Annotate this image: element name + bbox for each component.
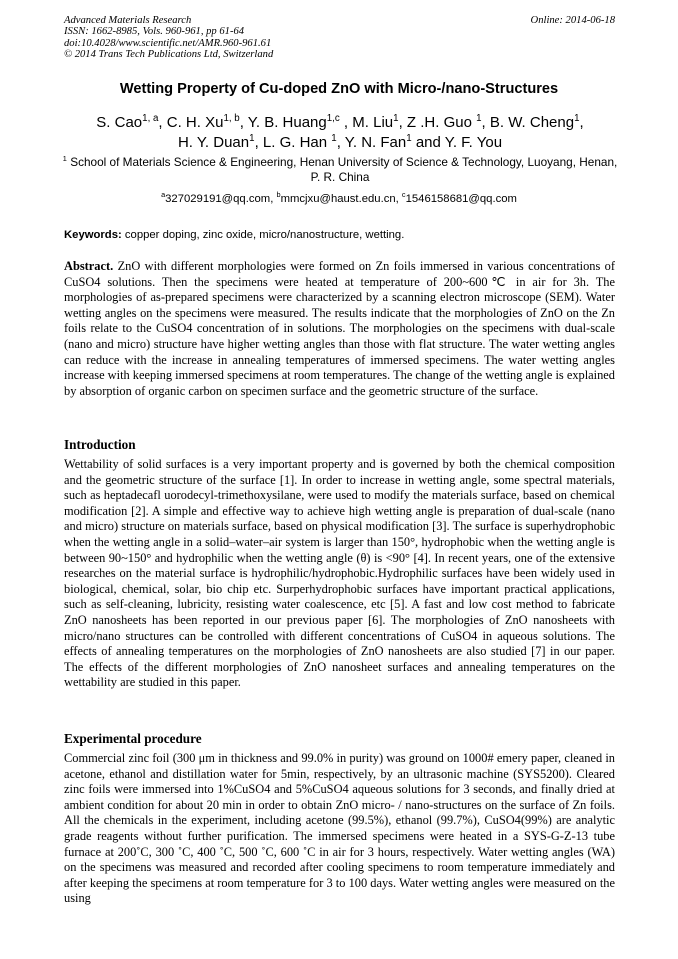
- author-separator: ,: [398, 114, 407, 131]
- keywords: [64, 229, 616, 241]
- author-emails: [0, 190, 678, 205]
- keywords-text: copper doping, zinc oxide, micro/nanostructure, wetting.: [121, 229, 405, 241]
- author-affiliation-marker: 1: [331, 132, 337, 144]
- affiliation-marker: 1: [62, 154, 67, 164]
- author-line-1: [60, 113, 620, 133]
- author-separator: and Y. F. You: [411, 133, 503, 151]
- author-affiliation-marker: 1, b: [223, 113, 240, 124]
- author-line-2: [60, 133, 620, 153]
- email-address[interactable]: mmcjxu@haust.edu.cn,: [280, 193, 402, 205]
- experimental-text: Commercial zinc foil (300 μm in thickness and 99.0% in purity) was ground on 1000# emery paper, cleaned in acetone, ethanol and distillation water for 5min, respectively, by an ultrasonic machine (SYS5200). Cleared zinc foils were immersed into 1%CuSO4 and 5%CuSO4 aqueous solutions for 3 seconds, and finally dried at ambient condition for about 20 min in order to obtain ZnO micro- / nano-structures on the surface of Zn foils. All the chemicals in the experiment, including acetone (99.5%), ethanol (99.7%), CuSO4(99%) are analytic grade reagents without further purification. The immersed specimens were heated in a SYS-G-Z-13 tube furnace at 200˚C, 300 ˚C, 400 ˚C, 500 ˚C, 600 ˚C in air for 3 hours, respectively. Water wetting angles (WA) on the specimens was measured and recorded after cooling specimens to room temperature immediately and after keeping the specimens at room temperature for 3 to 100 days. Water wetting angles were measured on the using: [64, 751, 615, 906]
- section-heading-experimental: Experimental procedure: [64, 731, 202, 746]
- author-name: Y. B. Huang: [247, 114, 327, 131]
- author-list: [60, 113, 620, 152]
- abstract-text: ZnO with different morphologies were formed on Zn foils immersed in various concentrations of CuSO4 solutions. Then the specimens were heated at temperature of 200~600℃ in air for 3h. The morphologies of as-prepared specimens were characterized by a scanning electron microscope (SEM). Water wetting angles on the specimens were measured. The results indicate that the morphologies of ZnO on the Zn foils relate to the CuSO4 concentration of in solutions. The morphologies on the specimens with dual-scale (nano and micro) structure have higher wetting angles than those with flat structure. The water wetting angles can reduce with the increase in annealing temperatures of immersed specimens. The water wetting angles increase with keeping immersed specimens at room temperatures. The change of the wetting angle is explained by absorption of organic carbon on specimen surface and the geometric structure of the surface.: [64, 259, 615, 398]
- author-affiliation-marker: 1: [406, 132, 412, 144]
- email-address[interactable]: 1546158681@qq.com: [405, 193, 517, 205]
- author-name: M. Liu: [352, 114, 394, 131]
- author-affiliation-marker: 1: [574, 113, 580, 124]
- author-separator: ,: [254, 133, 263, 151]
- email-address[interactable]: 327029191@qq.com,: [165, 193, 277, 205]
- author-separator: ,: [579, 114, 584, 131]
- email-marker: a: [161, 190, 166, 200]
- author-affiliation-marker: 1,c: [326, 113, 340, 124]
- author-name: C. H. Xu: [166, 114, 224, 131]
- journal-doi: doi:10.4028/www.scientific.net/AMR.960-961.61: [64, 37, 272, 49]
- author-name: Y. N. Fan: [344, 133, 407, 151]
- introduction-text: Wettability of solid surfaces is a very important property and is governed by both the chemical composition and the geometric structure of the surface [1]. In order to increase in wetting angle, some spectral materials, such as heptadecafl uorodecyl-trimethoxysilane, were used to modify the materials surface, based on chemical modification [2]. A simple and effective way to achieve high wetting angle is preparation of dual-scale (nano and micro) structure on materials surface, based on physical modification [3]. The surface is superhydrophobic when the wetting angle in a solid–water–air system is larger than 150°, hydrophobic when the wetting angle is between 90~150° and hydrophilic when the wetting angle (θ) is <90° [4]. In recent years, one of the extensive researches on the material surface is hydrophilic/hydrophobic.Hydrophilic surfaces have been widely used in biological, chemical, solar, bio chip etc. Surperhydrophobic surfaces have important practical applications, such as self-cleaning, lubricity, resisting water coalescence, etc [5]. A fast and low cost method to fabricate ZnO nanosheets has been reported in our previous paper [6]. The morphologies of ZnO nanosheets with micro/nano structures can be controlled with different concentrations of CuSO4 in aqueous solutions. The effects of annealing temperatures on the morphologies of ZnO nanosheets are also studied [7] in our paper. The effects of the different morphologies of ZnO nanosheet surfaces and annealing temperatures on the wettability are studied in this paper.: [64, 457, 615, 690]
- author-name: Z .H. Guo: [406, 114, 477, 131]
- keywords-label: Keywords:: [64, 229, 122, 241]
- abstract-label: Abstract.: [64, 259, 114, 273]
- author-separator: ,: [158, 114, 167, 131]
- affiliation-text: School of Materials Science & Engineering, Henan University of Science & Technology, Luoyang, Henan, P. R. China: [70, 155, 618, 184]
- author-separator: ,: [239, 114, 248, 131]
- author-affiliation-marker: 1, a: [142, 113, 159, 124]
- online-date: Online: 2014-06-18: [530, 15, 615, 26]
- author-separator: ,: [481, 114, 490, 131]
- journal-header: [64, 15, 273, 60]
- author-name: B. W. Cheng: [489, 114, 575, 131]
- author-separator: ,: [339, 114, 353, 131]
- journal-issn: ISSN: 1662-8985, Vols. 960-961, pp 61-64: [64, 26, 245, 38]
- author-affiliation-marker: 1: [476, 113, 482, 124]
- author-affiliation-marker: 1: [393, 113, 399, 124]
- abstract: [64, 259, 615, 399]
- author-name: L. G. Han: [262, 133, 332, 151]
- author-affiliation-marker: 1: [249, 132, 255, 144]
- email-marker: b: [276, 190, 281, 200]
- author-name: S. Cao: [96, 114, 143, 131]
- author-name: H. Y. Duan: [177, 133, 250, 151]
- author-separator: ,: [336, 133, 345, 151]
- email-marker: c: [401, 190, 406, 200]
- journal-copyright: © 2014 Trans Tech Publications Ltd, Switzerland: [64, 48, 274, 60]
- section-heading-introduction: Introduction: [64, 437, 136, 452]
- affiliation: [62, 155, 618, 185]
- paper-title: Wetting Property of Cu-doped ZnO with Micro-/nano-Structures: [119, 81, 559, 97]
- journal-name: Advanced Materials Research: [64, 15, 192, 26]
